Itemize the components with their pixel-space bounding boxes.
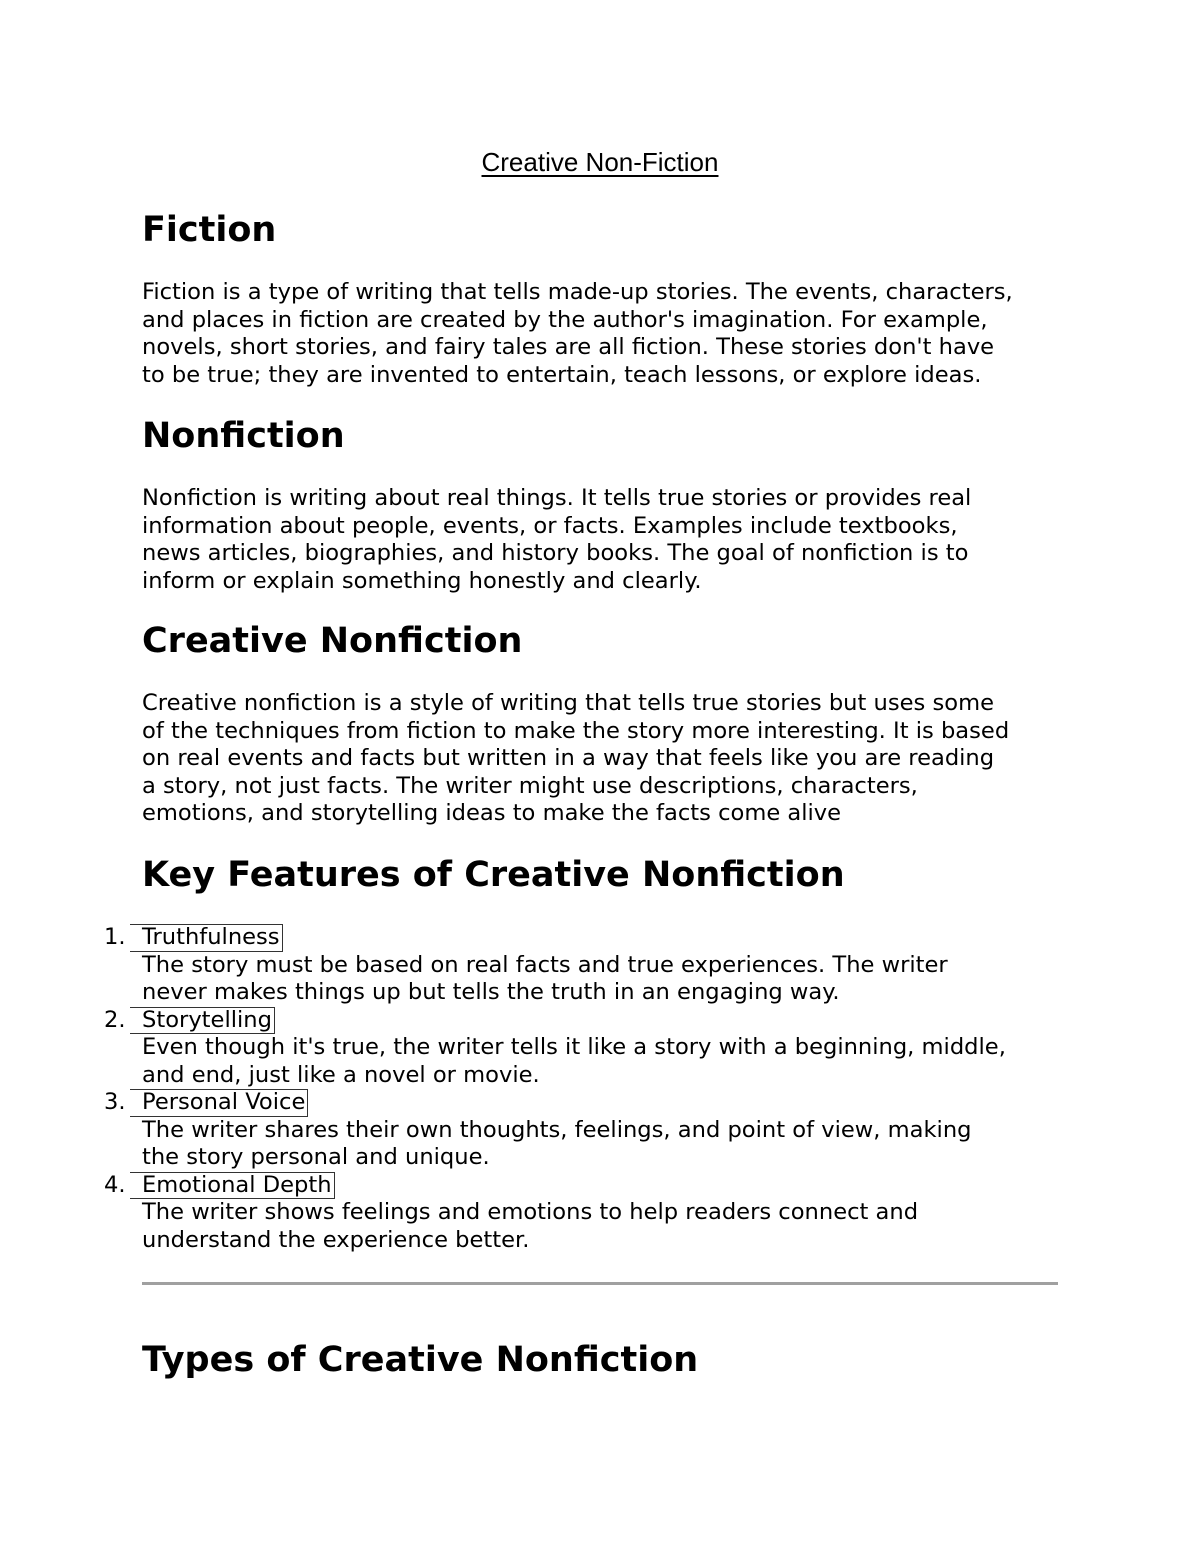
key-feature-description	[142, 1034, 1072, 1089]
description-line: the story personal and unique.	[142, 1144, 490, 1170]
section-heading-types: Types of Creative Nonfiction	[142, 1340, 699, 1380]
section-heading-creative-nonfiction: Creative Nonfiction	[142, 621, 523, 661]
section-paragraph-nonfiction	[142, 485, 1072, 595]
section-heading-fiction: Fiction	[142, 210, 277, 250]
paragraph-line: and places in fiction are created by the author's imagination. For example,	[142, 306, 988, 333]
key-feature-description	[142, 1199, 1072, 1254]
list-number: 4.	[104, 1171, 126, 1198]
paragraph-line: a story, not just facts. The writer might use descriptions, characters,	[142, 772, 918, 799]
key-features-list	[104, 924, 1072, 1254]
key-feature-item	[104, 1171, 1072, 1255]
description-line: The writer shows feelings and emotions to help readers connect and	[142, 1199, 919, 1225]
description-line: and end, just like a novel or movie.	[142, 1061, 540, 1088]
paragraph-line: novels, short stories, and fairy tales are all fiction. These stories don't have	[142, 334, 995, 360]
key-feature-name: Emotional Depth	[130, 1172, 335, 1200]
section-paragraph-creative-nonfiction	[142, 690, 1072, 828]
paragraph-line: inform or explain something honestly and clearly.	[142, 567, 702, 594]
description-line: understand the experience better.	[142, 1226, 530, 1253]
paragraph-line: emotions, and storytelling ideas to make the facts come alive	[142, 800, 842, 826]
key-feature-name: Storytelling	[130, 1007, 275, 1035]
list-number: 3.	[104, 1089, 126, 1115]
description-line: never makes things up but tells the truth in an engaging way.	[142, 979, 840, 1005]
key-feature-item	[104, 1089, 1072, 1172]
description-line: The story must be based on real facts and true experiences. The writer	[142, 951, 948, 978]
key-feature-description	[142, 952, 1072, 1007]
paragraph-line: of the techniques from fiction to make the story more interesting. It is based	[142, 717, 1010, 744]
horizontal-rule	[142, 1282, 1058, 1285]
paragraph-line: information about people, events, or facts. Examples include textbooks,	[142, 512, 958, 539]
paragraph-line: Creative nonfiction is a style of writing that tells true stories but uses some	[142, 690, 994, 716]
description-line: The writer shares their own thoughts, feelings, and point of view, making	[142, 1116, 972, 1143]
key-feature-item	[104, 924, 1072, 1007]
key-feature-description	[142, 1117, 1072, 1172]
paragraph-line: to be true; they are invented to entertain, teach lessons, or explore ideas.	[142, 361, 982, 388]
paragraph-line: on real events and facts but written in a way that feels like you are reading	[142, 745, 995, 771]
key-feature-item	[104, 1006, 1072, 1090]
list-number: 1.	[104, 924, 126, 950]
document-title: Creative Non-Fiction	[481, 147, 719, 177]
paragraph-line: Fiction is a type of writing that tells made-up stories. The events, characters,	[142, 279, 1013, 305]
key-feature-name: Truthfulness	[130, 924, 283, 952]
section-heading-key-features: Key Features of Creative Nonfiction	[142, 855, 845, 895]
key-feature-name: Personal Voice	[130, 1089, 308, 1117]
section-paragraph-fiction	[142, 279, 1072, 389]
paragraph-line: news articles, biographies, and history books. The goal of nonfiction is to	[142, 540, 969, 566]
section-heading-nonfiction: Nonfiction	[142, 416, 345, 456]
description-line: Even though it's true, the writer tells it like a story with a beginning, middle,	[142, 1034, 1006, 1060]
list-number: 2.	[104, 1006, 126, 1033]
paragraph-line: Nonfiction is writing about real things. It tells true stories or provides real	[142, 485, 972, 511]
